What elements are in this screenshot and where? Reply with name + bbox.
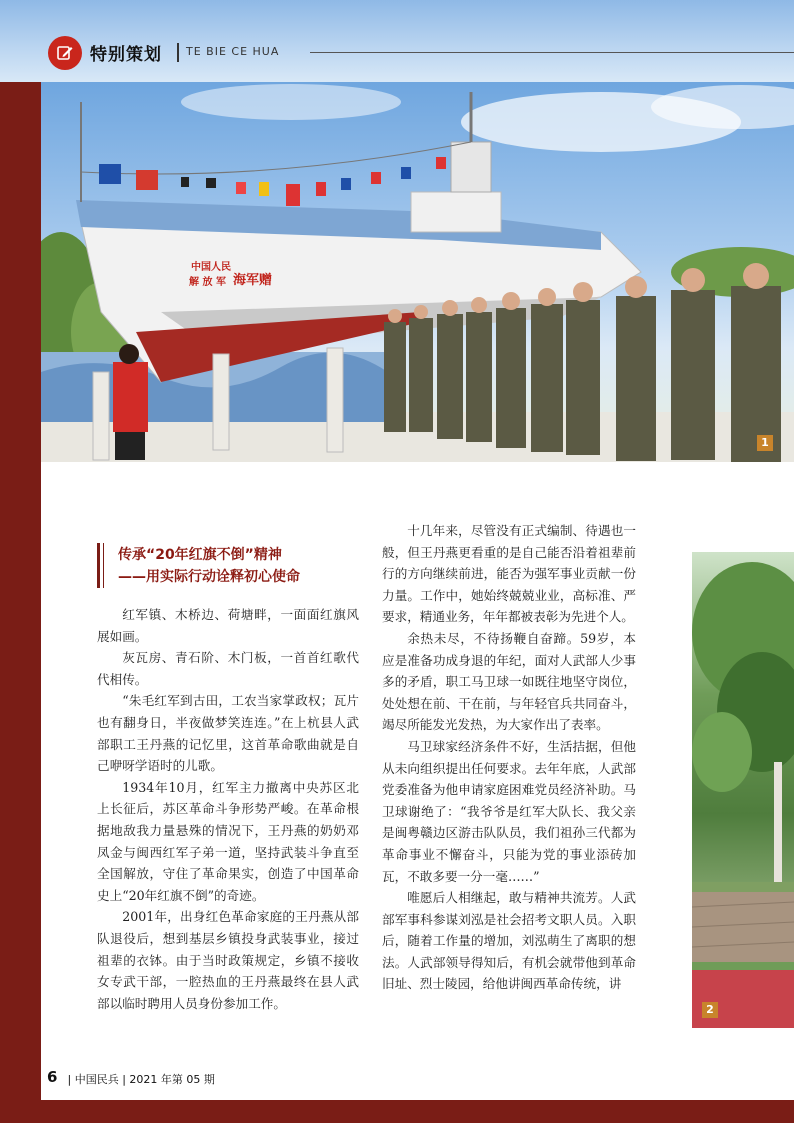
ship-label-line1: 中国人民 [191,262,231,273]
header-rule [310,52,794,53]
section-subtitle: TE BIE CE HUA [186,45,280,58]
paragraph: 灰瓦房、青石阶、木门板，一首首红歌代代相传。 [97,650,359,687]
left-decorative-band [0,82,41,1123]
section-heading-line1: 传承“20年红旗不倒”精神 [118,547,282,563]
section-heading [118,544,300,588]
heading-accent-bar-thin [103,543,104,588]
article-column-1 [97,604,359,1014]
section-heading-line2: ——用实际行动诠释初心使命 [118,569,300,585]
paragraph: 马卫球家经济条件不好，生活拮据，但他从未向组织提出任何要求。去年年底，人武部党委准备为他申请家庭困难党员经济补助。马卫球谢绝了：“我爷爷是红军大队长、我父亲是闽粤赣边区游击队队员，我们祖孙三代都为革命事业不懈奋斗，只能为党的事业添砖加瓦，不敢多要一分一毫……” [382,738,636,884]
paragraph: “朱毛红军到古田，工农当家掌政权；瓦片也有翻身日，半夜做梦笑连连。”在上杭县人武部职工王丹燕的记忆里，这首革命歌曲就是自己咿呀学语时的儿歌。 [97,693,359,774]
park-scene-illustration [692,552,794,1028]
paragraph: 2001年，出身红色革命家庭的王丹燕从部队退役后，想到基层乡镇投身武装事业，接过祖辈的衣钵。由于当时政策规定，乡镇不接收女专武干部，一腔热血的王丹燕最终在县人武部以临时聘用人员身份参加工作。 [97,909,359,1011]
bottom-decorative-band [0,1100,794,1123]
paragraph: 红军镇、木桥边、荷塘畔，一面面红旗风展如画。 [97,607,359,644]
pencil-edit-icon [48,36,82,70]
paragraph: 唯愿后人相继起，敢与精神共流芳。人武部军事科参谋刘泓是社会招考文职人员。入职后，随着工作量的增加，刘泓萌生了离职的想法。人武部领导得知后，有机会就带他到革命旧址、烈士陵园，给他讲闽西革命传统，讲 [382,890,636,992]
photo-park-trees [692,552,794,1028]
ship-scene-illustration [41,82,794,462]
paragraph: 十几年来，尽管没有正式编制、待遇也一般，但王丹燕更看重的是自己能否沿着祖辈前行的方向继续前进，能否为强军事业贡献一份力量。工作中，她始终兢兢业业，高标准、严要求，精通业务，年年都被表彰为先进个人。 [382,523,636,625]
photo-ship-and-militia [41,82,794,462]
issue-label: 2021 年第 05 期 [129,1073,215,1086]
heading-accent-bar [97,543,100,588]
footer-publication: | 中国民兵 | 2021 年第 05 期 [64,1073,215,1086]
photo-badge-2: 2 [702,1002,718,1018]
header-divider [177,43,179,62]
paragraph: 余热未尽，不待扬鞭自奋蹄。59岁，本应是准备功成身退的年纪，面对人武部人少事多的矛盾，职工马卫球一如既往地坚守岗位，处处想在前、干在前，与年轻官兵共同奋斗，竭尽所能发光发热，为大家作出了表率。 [382,630,636,733]
ship-name: 海军赠 [233,273,273,288]
page-number: 6 [47,1068,58,1086]
ship-label-line2: 解 放 军 [189,277,226,288]
photo-badge-1: 1 [757,435,773,451]
article-column-2 [382,520,636,995]
paragraph: 1934年10月，红军主力撤离中央苏区北上长征后，苏区革命斗争形势严峻。在革命根据地敌我力量悬殊的情况下，王丹燕的奶奶邓凤金与闽西红军子弟一道，坚持武装斗争直至全国解放，守住了革命果实，创造了中国革命史上“20年红旗不倒”的奇迹。 [97,779,359,903]
section-title: 特别策划 [90,45,162,65]
magazine-name: 中国民兵 [74,1073,119,1086]
